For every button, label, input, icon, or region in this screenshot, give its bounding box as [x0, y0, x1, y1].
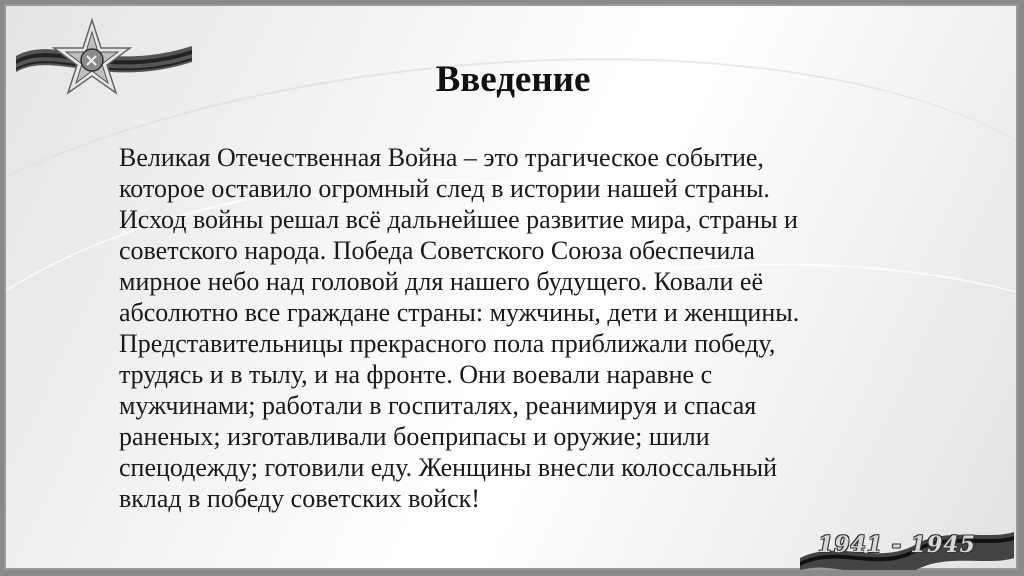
paragraph-line: трудясь и в тылу, и на фронте. Они воевали наравне с: [119, 360, 713, 389]
paragraph-line: абсолютно все граждане страны: мужчины, дети и женщины.: [119, 298, 800, 327]
paragraph-line: Представительницы прекрасного пола приближали победу,: [119, 329, 776, 358]
paragraph-line: советского народа. Победа Советского Союза обеспечила: [119, 236, 755, 265]
paragraph-line: спецодежду; готовили еду. Женщины внесли колоссальный: [119, 453, 778, 482]
paragraph-line: Исход войны решал всё дальнейшее развитие мира, страны и: [119, 205, 798, 234]
paragraph-line: вклад в победу советских войск!: [119, 484, 480, 513]
slide-title: Введение: [435, 59, 591, 100]
paragraph-line: мирное небо над головой для нашего будущего. Ковали её: [119, 267, 763, 296]
paragraph-line: которое оставило огромный след в истории нашей страны.: [119, 174, 770, 203]
paragraph-line: раненых; изготавливали боеприпасы и оружие; шили: [119, 422, 710, 451]
slide: [4, 4, 1018, 570]
body-paragraph: [119, 142, 919, 514]
paragraph-line: Великая Отечественная Война – это трагическое событие,: [119, 143, 764, 172]
paragraph-line: мужчинами; работали в госпиталях, реанимируя и спасая: [119, 391, 757, 420]
year-ribbon-label: 1941 - 1945: [818, 532, 976, 558]
